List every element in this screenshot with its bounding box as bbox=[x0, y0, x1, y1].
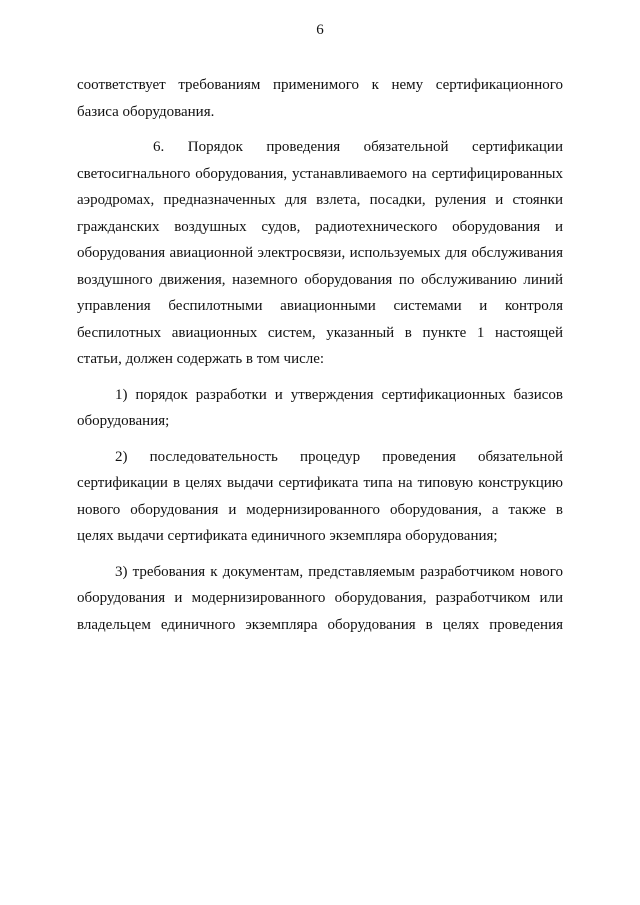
page-number: 6 bbox=[316, 22, 324, 38]
paragraph-item-6 bbox=[77, 134, 563, 373]
text-line: оборудования и модернизированного оборудования, разработчиком или bbox=[77, 590, 563, 606]
document-body bbox=[77, 72, 563, 647]
paragraph-subitem-1 bbox=[77, 382, 563, 435]
text-line: базиса оборудования. bbox=[77, 103, 215, 120]
text-line: 1) порядок разработки и утверждения сертификационных базисов bbox=[115, 386, 563, 403]
text-line: оборудования; bbox=[77, 413, 170, 429]
paragraph-subitem-3 bbox=[77, 559, 563, 639]
text-line: беспилотных авиационных систем, указанный в пункте 1 настоящей bbox=[77, 324, 563, 341]
text-line: статьи, должен содержать в том числе: bbox=[77, 351, 325, 367]
text-line: воздушного движения, наземного оборудования по обслуживанию линий bbox=[77, 271, 563, 288]
text-line: 6. Порядок проведения обязательной сертификации bbox=[153, 139, 563, 155]
text-line: аэродромах, предназначенных для взлета, посадки, руления и стоянки bbox=[77, 192, 563, 208]
text-line: 3) требования к документам, представляемым разработчиком нового bbox=[115, 563, 563, 580]
text-line: гражданских воздушных судов, радиотехнического оборудования и bbox=[77, 218, 563, 235]
text-line: оборудования авиационной электросвязи, используемых для обслуживания bbox=[77, 245, 563, 261]
text-line: сертификации в целях выдачи сертификата типа на типовую конструкцию bbox=[77, 475, 563, 491]
text-line: управления беспилотными авиационными системами и контроля bbox=[77, 298, 563, 314]
text-line: соответствует требованиям применимого к нему сертификационного bbox=[77, 77, 563, 93]
text-line: владельцем единичного экземпляра оборудования в целях проведения bbox=[77, 616, 563, 633]
paragraph-subitem-2 bbox=[77, 444, 563, 550]
paragraph-continuation bbox=[77, 72, 563, 125]
text-line: нового оборудования и модернизированного оборудования, а также в bbox=[77, 501, 563, 518]
text-line: 2) последовательность процедур проведения обязательной bbox=[115, 448, 563, 465]
text-line: светосигнального оборудования, устанавливаемого на сертифицированных bbox=[77, 165, 563, 182]
text-line: целях выдачи сертификата единичного экземпляра оборудования; bbox=[77, 528, 498, 544]
